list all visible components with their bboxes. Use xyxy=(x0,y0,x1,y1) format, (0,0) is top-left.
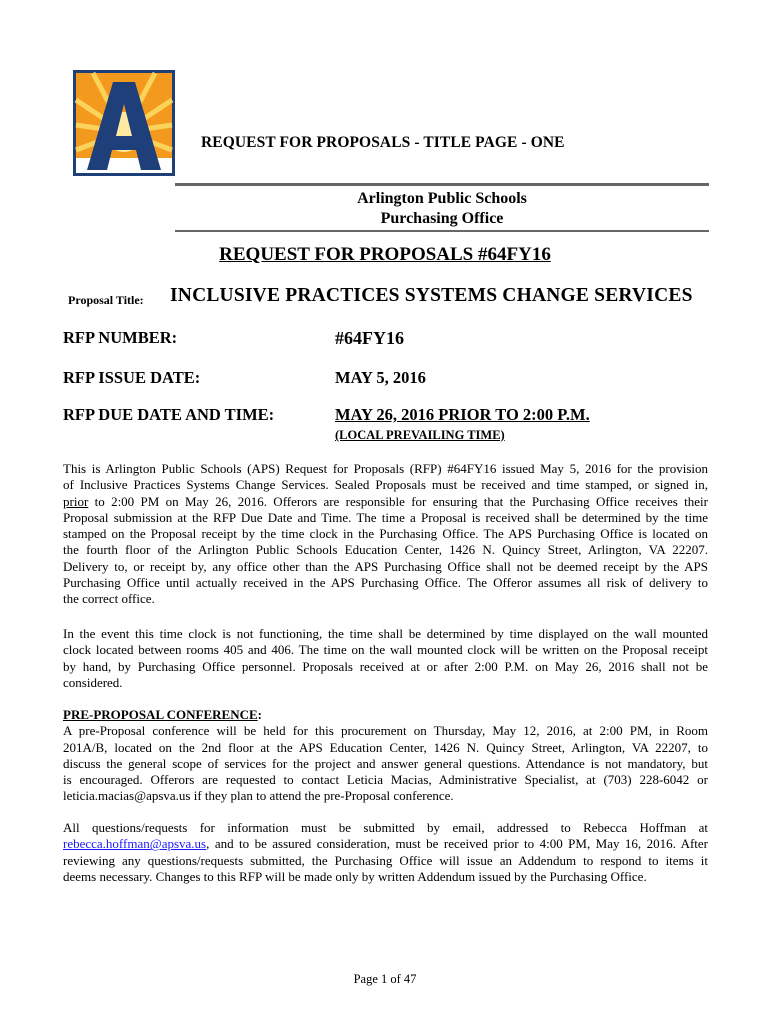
organization-name: Arlington Public Schools xyxy=(357,190,527,207)
paragraph-line: A pre-Proposal conference will be held for this procurement on Thursday, May 12, 2016, at 2:00 PM, in Room xyxy=(63,723,708,739)
paragraph-line xyxy=(63,836,708,852)
paragraph-line: clock located between rooms 405 and 406. The time on the wall mounted clock will be written on the Proposal receipt xyxy=(63,642,708,658)
paragraph-line: 201A/B, located on the 2nd floor at the APS Education Center, 1426 N. Quincy Street, Arlington, VA 22207, to xyxy=(63,739,708,755)
submission-paragraph xyxy=(63,461,708,608)
header-title: REQUEST FOR PROPOSALS - TITLE PAGE - ONE xyxy=(201,134,565,151)
paragraph-line: Purchasing Office until actually received in the APS Purchasing Office. The Offeror assumes all risk of delivery to xyxy=(63,575,708,591)
organization-block xyxy=(175,189,709,229)
header-rule-bottom xyxy=(175,230,709,232)
rfp-issue-date-label: RFP ISSUE DATE: xyxy=(63,368,201,387)
heading-colon: : xyxy=(257,707,262,722)
rfp-due-date-value: MAY 26, 2016 PRIOR TO 2:00 P.M. xyxy=(335,405,590,424)
paragraph-line: leticia.macias@apsva.us if they plan to attend the pre-Proposal conference. xyxy=(63,788,454,804)
paragraph-line: the correct office. xyxy=(63,591,155,607)
questions-paragraph xyxy=(63,820,708,885)
section-heading-line xyxy=(63,707,708,723)
pre-proposal-conference-section xyxy=(63,707,708,805)
page-number: Page 1 of 47 xyxy=(353,972,417,986)
paragraph-line: by hand, by Purchasing Office personnel. Proposals received at or after 2:00 P.M. on May 26, 2016 shall not be xyxy=(63,658,708,674)
paragraph-line: Delivery to, or receipt by, any office other than the APS Purchasing Office shall not be deemed receipt by the APS xyxy=(63,558,708,574)
contact-email-link[interactable]: rebecca.hoffman@apsva.us xyxy=(63,836,207,852)
paragraph-line: Proposal submission at the RFP Due Date and Time. The time a Proposal is received shall be determined by the time xyxy=(63,509,708,525)
paragraph-line: stamped on the Proposal receipt by the time clock in the Purchasing Office. The APS Purchasing Office is located on xyxy=(63,526,708,542)
due-time-note: (LOCAL PREVAILING TIME) xyxy=(335,428,505,442)
time-clock-paragraph xyxy=(63,626,708,691)
header-rule-top xyxy=(175,183,709,186)
paragraph-line: of Inclusive Practices Systems Change Services. Sealed Proposals must be received and time stamped, or signed in, xyxy=(63,477,708,493)
aps-logo xyxy=(73,70,175,176)
paragraph-text: to 2:00 PM on May 26, 2016. Offerors are responsible for ensuring that the Purchasing Office receives their xyxy=(88,493,708,509)
rfp-issue-date-value: MAY 5, 2016 xyxy=(335,368,426,387)
paragraph-line: This is Arlington Public Schools (APS) Request for Proposals (RFP) #64FY16 issued May 5, 2016 for the provision xyxy=(63,461,708,476)
pre-proposal-conference-heading: PRE-PROPOSAL CONFERENCE xyxy=(63,707,258,722)
paragraph-line: is encouraged. Offerors are requested to contact Leticia Macias, Administrative Specialist, at (703) 228-6042 or xyxy=(63,772,708,788)
rfp-due-date-label: RFP DUE DATE AND TIME: xyxy=(63,405,275,424)
organization-office: Purchasing Office xyxy=(380,210,504,227)
rfp-heading: REQUEST FOR PROPOSALS #64FY16 xyxy=(219,244,551,265)
aps-logo-graphic xyxy=(73,70,175,176)
paragraph-line: In the event this time clock is not functioning, the time shall be determined by time displayed on the wall mounted xyxy=(63,626,708,641)
rfp-number-label: RFP NUMBER: xyxy=(63,328,178,347)
paragraph-text: , and to be assured consideration, must be received prior to 4:00 PM, May 16, 2016. After xyxy=(206,836,708,852)
rfp-number-value: #64FY16 xyxy=(335,328,404,348)
paragraph-line: All questions/requests for information must be submitted by email, addressed to Rebecca Hoffman at xyxy=(63,820,708,835)
proposal-title-value: INCLUSIVE PRACTICES SYSTEMS CHANGE SERVICES xyxy=(170,285,693,306)
paragraph-line xyxy=(63,494,708,510)
paragraph-line: discuss the general scope of services for the project and answer general questions. Attendance is not mandatory, but xyxy=(63,755,708,771)
paragraph-line: the fourth floor of the Arlington Public Schools Education Center, 1426 N. Quincy Street, Arlington, VA 22207. xyxy=(63,542,708,558)
paragraph-line: deems necessary. Changes to this RFP will be made only by written Addendum issued by the Purchasing Office. xyxy=(63,868,647,884)
paragraph-line: considered. xyxy=(63,674,123,690)
prior-emphasis: prior xyxy=(63,493,89,509)
proposal-title-label: Proposal Title: xyxy=(68,293,144,307)
paragraph-line: reviewing any questions/requests submitted, the Purchasing Office will issue an Addendum to respond to items it xyxy=(63,852,708,868)
